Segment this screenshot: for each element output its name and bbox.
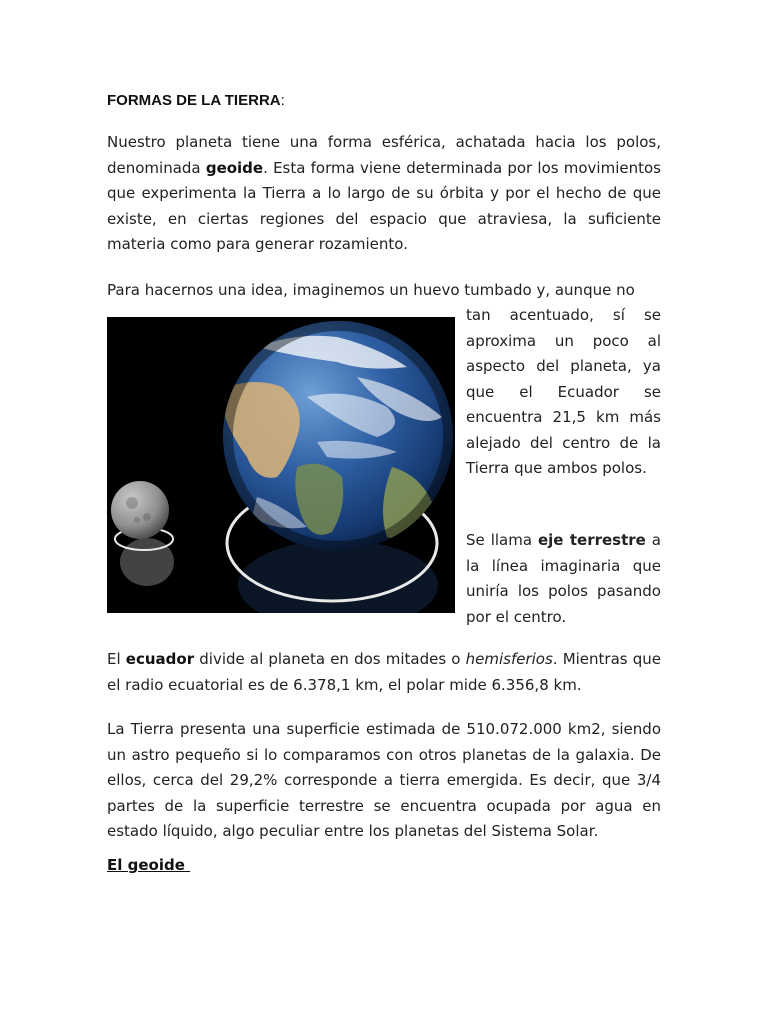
paragraph-surface: La Tierra presenta una superficie estimada de 510.072.000 km2, siendo un astro pequeño si lo comparamos con otros planetas de la galaxia. De ellos, cerca del 29,2% corresponde a tierra emergida. Es decir, que 3/4 partes de la superficie terrestre se encuentra ocupada por agua en estado líquido, algo peculiar entre los planetas del Sistema Solar. xyxy=(107,720,661,840)
para3-bold-ecuador: ecuador xyxy=(125,650,195,668)
section-subtitle-geoide: El geoide xyxy=(107,856,191,874)
paragraph-egg-lead: Para hacernos una idea, imaginemos un huevo tumbado y, aunque no xyxy=(107,281,635,299)
para3-text-before: El xyxy=(107,650,126,668)
title-text: FORMAS DE LA TIERRA xyxy=(107,92,281,109)
para1-text-after: . Esta forma viene determinada por los movimientos que experimenta la Tierra a lo largo de su órbita y por el hecho de que existe, en ciertas regiones del espacio que atraviesa, la suficiente materia como para generar rozamiento. xyxy=(107,158,661,253)
paragraph-equator xyxy=(107,647,661,698)
para3-text-middle: divide al planeta en dos mitades o xyxy=(194,650,466,668)
earth-moon-image xyxy=(107,317,455,613)
para3-italic-hemisferios: hemisferios xyxy=(465,650,553,668)
moon-sphere xyxy=(111,481,169,539)
earth-globe xyxy=(223,321,453,551)
title-colon: : xyxy=(280,92,285,109)
page-title xyxy=(107,92,285,109)
axis-text-after: a la línea imaginaria que uniría los polos pasando por el centro. xyxy=(466,531,661,626)
paragraph-shape-of-earth xyxy=(107,130,661,258)
para3-text-after: . Mientras que el radio ecuatorial es de 6.378,1 km, el polar mide 6.356,8 km. xyxy=(107,650,661,694)
axis-text-before: Se llama xyxy=(466,531,538,549)
axis-bold-term: eje terrestre xyxy=(537,531,646,549)
paragraph-earth-axis xyxy=(466,528,661,630)
para1-text-before: Nuestro planeta tiene una forma esférica, achatada hacia los polos, denominada xyxy=(107,133,661,177)
para1-bold-geoide: geoide xyxy=(205,158,264,177)
paragraph-egg-side-text: tan acentuado, sí se aproxima un poco al aspecto del planeta, ya que el Ecuador se encuentra 21,5 km más alejado del centro de la Tierra que ambos polos. xyxy=(466,306,661,477)
